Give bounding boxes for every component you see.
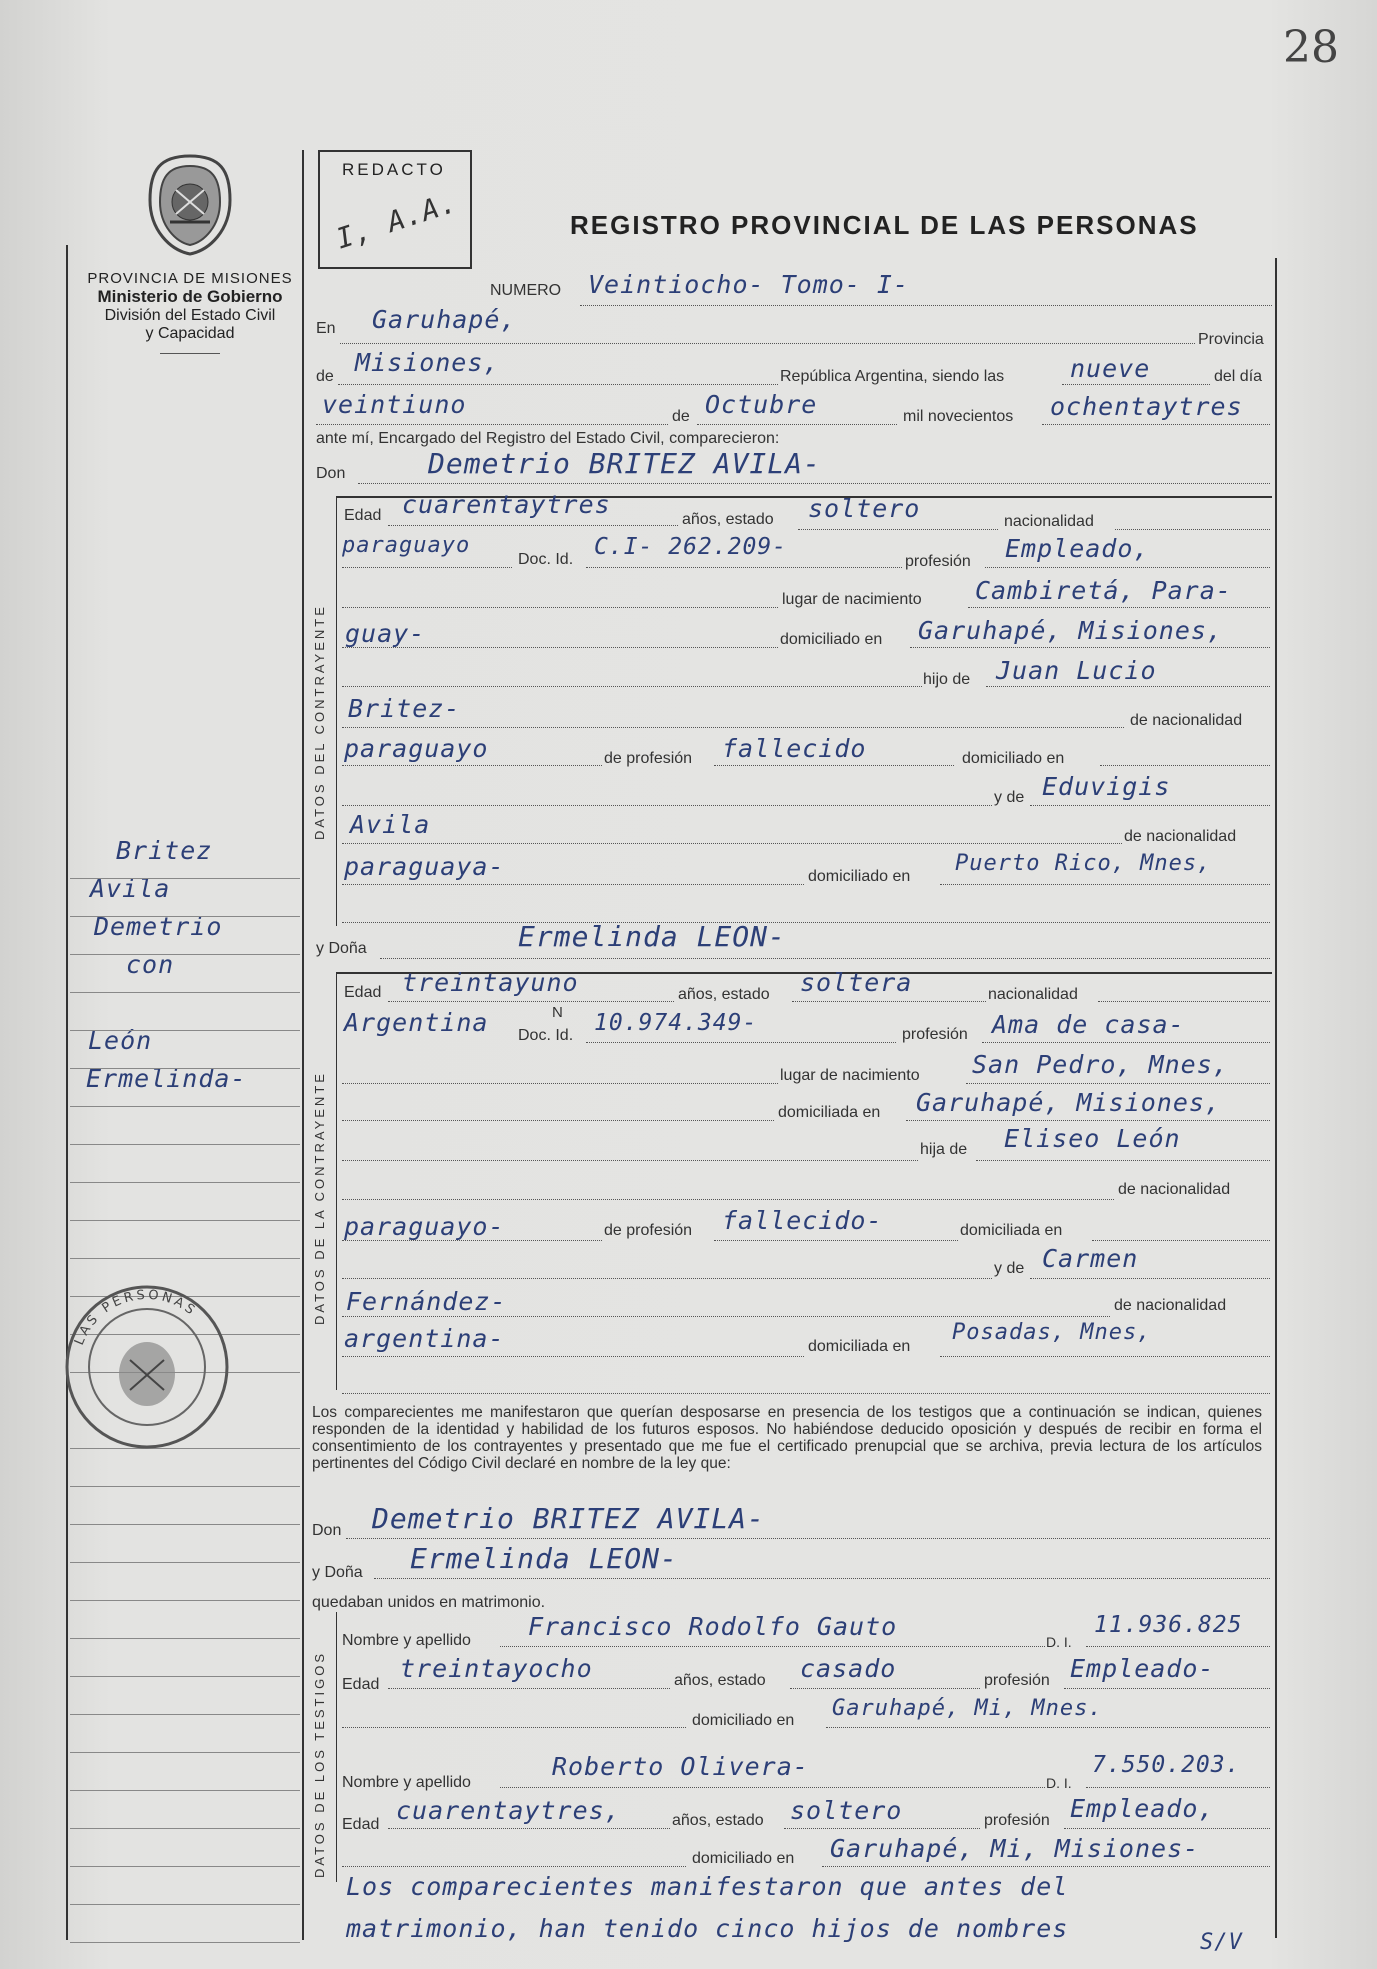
bride-father-dom-label: domiciliada en — [960, 1222, 1063, 1239]
issuer-block — [76, 270, 304, 354]
stamp-text: LAS PERSONAS — [71, 1287, 200, 1348]
mother-name-1: Eduvigis — [1042, 772, 1171, 801]
lugar-label: lugar de nacimiento — [782, 591, 922, 608]
divider — [160, 353, 220, 354]
bride-mother-domicile: Posadas, Mnes, — [952, 1320, 1152, 1345]
w2-domicile: Garuhapé, Mi, Misiones- — [830, 1834, 1200, 1863]
bride-mother-1: Carmen — [1042, 1244, 1139, 1273]
bride-father-profession: fallecido- — [722, 1206, 883, 1235]
margin-line-6: Ermelinda- — [86, 1064, 247, 1093]
groom-domicile: Garuhapé, Misiones, — [918, 616, 1223, 645]
document-title: REGISTRO PROVINCIAL DE LAS PERSONAS — [570, 210, 1199, 240]
w2-di-label: D. I. — [1046, 1775, 1072, 1791]
w1-profesion-label: profesión — [984, 1672, 1050, 1689]
hija-label: hija de — [920, 1141, 968, 1158]
w2-profession: Empleado, — [1070, 1794, 1215, 1823]
official-stamp-icon — [62, 1282, 232, 1452]
bride-mother-dom-label: domiciliada en — [808, 1338, 911, 1355]
w1-edad-label: Edad — [342, 1676, 380, 1693]
margin-note — [76, 836, 298, 1102]
w2-profesion-label: profesión — [984, 1812, 1050, 1829]
mother-de-nac-label: de nacionalidad — [1124, 828, 1237, 845]
coat-of-arms-icon — [140, 150, 240, 260]
mother-name-2: Avila — [350, 810, 431, 839]
w1-domicile: Garuhapé, Mi, Mnes. — [832, 1696, 1103, 1721]
bride-edad-label: Edad — [344, 984, 382, 1001]
bride-nationality: Argentina — [344, 1008, 489, 1037]
redacto-mark: I, A.A. — [331, 185, 462, 256]
margin-line-4: con — [126, 950, 175, 979]
mother-dom-label: domiciliado en — [808, 868, 911, 885]
bride-father-nationality: paraguayo- — [344, 1212, 505, 1241]
numero-label: NUMERO — [490, 282, 562, 299]
bride-profesion-label: profesión — [902, 1026, 968, 1043]
en-label: En — [316, 320, 336, 337]
province-value: Misiones, — [355, 348, 500, 377]
bride-domicile: Garuhapé, Misiones, — [916, 1088, 1221, 1117]
ministry-label: Ministerio de Gobierno — [97, 287, 283, 306]
closing-text: quedaban unidos en matrimonio. — [312, 1594, 546, 1611]
dom-en-label: domiciliado en — [962, 750, 1065, 767]
ante-label: ante mí, Encargado del Registro del Estado Civil, comparecieron: — [316, 430, 780, 447]
bride-mother-2: Fernández- — [346, 1287, 507, 1316]
bride-estado: soltera — [800, 968, 913, 997]
mother-domicile: Puerto Rico, Mnes, — [955, 851, 1212, 876]
declaration-text: Los comparecientes me manifestaron que querían desposarse en presencia de los testigos que a continuación se indican, quienes responden de la identidad y habilidad de los futuros esposos. No habiéndose deducido oposición y después de recibir en forma el consentimiento de los contrayentes y presentado que me fue el certificado prenupcial que se archiva, previa lectura de los artículos pertinentes del Código Civil declaré en nombre de la ley que: — [312, 1404, 1262, 1472]
svg-text:LAS PERSONAS — [72, 1288, 200, 1348]
groom-nationality: paraguayo — [342, 533, 471, 558]
w2-age: cuarentaytres, — [396, 1796, 621, 1825]
bride-profession: Ama de casa- — [992, 1010, 1185, 1039]
left-border — [66, 245, 68, 1940]
bride-domiciliada-label: domiciliada en — [778, 1104, 881, 1121]
anos-label: años, estado — [682, 511, 774, 528]
note-line-1: Los comparecientes manifestaron que antes del — [346, 1872, 1069, 1901]
bride-lugar-label: lugar de nacimiento — [780, 1067, 920, 1084]
w1-nombre-label: Nombre y apellido — [342, 1632, 471, 1649]
bride-age: treintayuno — [402, 968, 579, 997]
domiciliado-label: domiciliado en — [780, 631, 883, 648]
w1-dom-label: domiciliado en — [692, 1712, 795, 1729]
groom-doc: C.I- 262.209- — [594, 534, 788, 560]
w2-estado: soltero — [790, 1796, 903, 1825]
mother-nationality: paraguaya- — [344, 852, 505, 881]
father-name-1: Juan Lucio — [996, 656, 1157, 685]
de-label: de — [316, 368, 334, 385]
groom-name: Demetrio BRITEZ AVILA- — [428, 447, 821, 480]
de-profesion-label: de profesión — [604, 750, 693, 767]
month-value: Octubre — [705, 390, 818, 419]
w1-estado: casado — [800, 1654, 897, 1683]
profesion-label: profesión — [905, 553, 971, 570]
bride-anos-label: años, estado — [678, 986, 770, 1003]
testigos-bracket — [336, 1612, 337, 1882]
testigos-section-label: DATOS DE LOS TESTIGOS — [312, 1651, 327, 1878]
page-number: 28 — [1283, 22, 1339, 73]
bride-name: Ermelinda LEON- — [518, 920, 786, 953]
father-profession: fallecido — [722, 734, 867, 763]
y-de-label: y de — [994, 789, 1025, 806]
w1-age: treintayocho — [400, 1654, 593, 1683]
bride-doc: 10.974.349- — [594, 1010, 758, 1036]
margin-line-3: Demetrio — [94, 912, 223, 941]
decl-don-label: Don — [312, 1522, 342, 1539]
decl-dona-label: y Doña — [312, 1564, 363, 1581]
bride-father: Eliseo León — [1004, 1124, 1181, 1153]
groom-estado: soltero — [808, 494, 921, 523]
w1-di: 11.936.825 — [1094, 1612, 1243, 1638]
bride-y-de-label: y de — [994, 1260, 1025, 1277]
bride-doc-prefix: N — [552, 1004, 563, 1021]
bride-section-bracket — [336, 972, 337, 1390]
don-label: Don — [316, 465, 346, 482]
de-nacionalidad-label: de nacionalidad — [1130, 712, 1243, 729]
w1-di-label: D. I. — [1046, 1634, 1072, 1650]
edad-label: Edad — [344, 507, 382, 524]
w1-anos-label: años, estado — [674, 1672, 766, 1689]
hijo-label: hijo de — [923, 671, 971, 688]
de-mes-label: de — [672, 408, 690, 425]
place-value: Garuhapé, — [372, 305, 517, 334]
republica-label: República Argentina, siendo las — [780, 368, 1005, 385]
w1-name: Francisco Rodolfo Gauto — [528, 1612, 898, 1641]
w2-nombre-label: Nombre y apellido — [342, 1774, 471, 1791]
bride-mother-de-nac-label: de nacionalidad — [1114, 1297, 1227, 1314]
groom-birthplace-1: Cambiretá, Para- — [975, 576, 1232, 605]
dona-label: y Doña — [316, 940, 367, 957]
redacto-box — [318, 150, 472, 269]
doc-label: Doc. Id. — [518, 551, 574, 568]
right-border — [1275, 258, 1277, 1938]
nacionalidad-label: nacionalidad — [1004, 513, 1094, 530]
decl-bride-name: Ermelinda LEON- — [410, 1542, 678, 1575]
continues-mark: S/V — [1200, 1930, 1243, 1955]
bride-father-de-prof-label: de profesión — [604, 1222, 693, 1239]
bride-father-de-nac-label: de nacionalidad — [1118, 1181, 1231, 1198]
margin-line-1: Britez — [116, 836, 213, 865]
father-name-2: Britez- — [348, 694, 461, 723]
margin-line-2: Avila — [90, 874, 171, 903]
mil-label: mil novecientos — [903, 408, 1014, 425]
bride-doc-label: Doc. Id. — [518, 1027, 574, 1044]
w2-di: 7.550.203. — [1092, 1752, 1241, 1778]
margin-divider — [302, 150, 304, 1940]
capacity-label: y Capacidad — [145, 325, 235, 342]
provincia-label: Provincia — [1198, 331, 1264, 348]
father-nationality: paraguayo — [344, 734, 489, 763]
groom-age: cuarentaytres — [402, 490, 611, 519]
province-label: PROVINCIA DE MISIONES — [87, 270, 293, 287]
groom-profession: Empleado, — [1005, 534, 1150, 563]
del-dia-label: del día — [1214, 368, 1263, 385]
numero-value: Veintiocho- Tomo- I- — [588, 270, 910, 299]
margin-line-5: León — [88, 1026, 153, 1055]
year-value: ochentaytres — [1050, 392, 1243, 421]
decl-groom-name: Demetrio BRITEZ AVILA- — [372, 1502, 765, 1535]
note-line-2: matrimonio, han tenido cinco hijos de nombres — [346, 1914, 1069, 1943]
contrayente-section-label: DATOS DEL CONTRAYENTE — [312, 604, 327, 840]
w2-name: Roberto Olivera- — [552, 1752, 809, 1781]
bride-birthplace: San Pedro, Mnes, — [972, 1050, 1229, 1079]
redacto-label: REDACTO — [342, 160, 446, 179]
day-value: veintiuno — [322, 390, 467, 419]
w2-edad-label: Edad — [342, 1816, 380, 1833]
w2-anos-label: años, estado — [672, 1812, 764, 1829]
w2-dom-label: domiciliado en — [692, 1850, 795, 1867]
bride-nacionalidad-label: nacionalidad — [988, 986, 1078, 1003]
contrayenta-section-label: DATOS DE LA CONTRAYENTE — [312, 1071, 327, 1325]
w1-profession: Empleado- — [1070, 1654, 1215, 1683]
hour-value: nueve — [1070, 354, 1151, 383]
bride-mother-nationality: argentina- — [344, 1324, 505, 1353]
groom-birthplace-2: guay- — [345, 619, 426, 648]
division-label: División del Estado Civil — [104, 307, 276, 324]
section-bracket — [336, 496, 337, 926]
